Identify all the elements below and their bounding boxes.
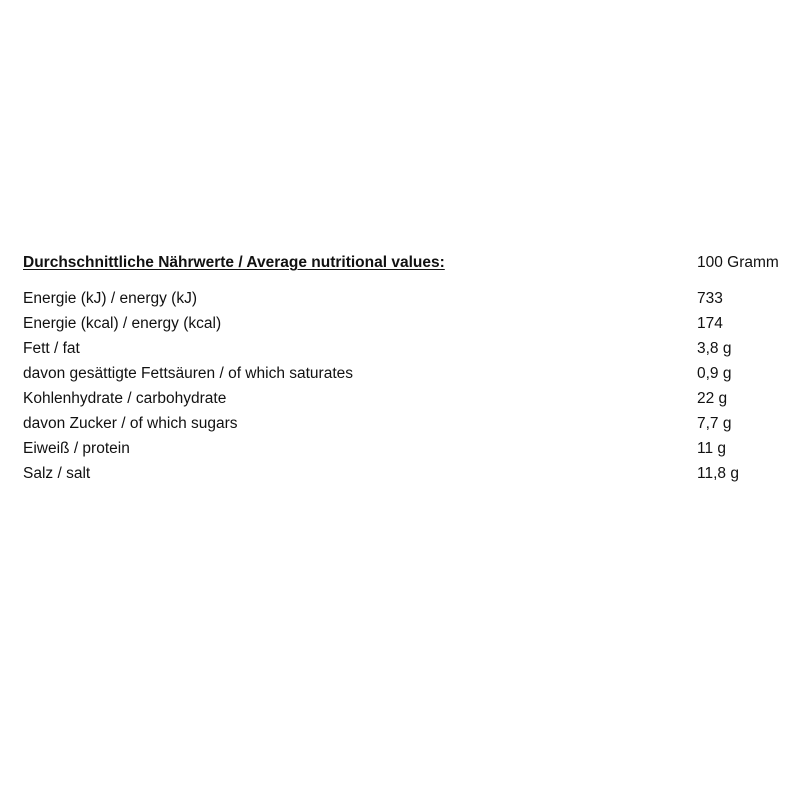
nutrient-value: 7,7 g	[697, 415, 732, 432]
nutrient-value: 11,8 g	[697, 465, 739, 482]
nutrient-label: Fett / fat	[23, 340, 80, 357]
nutrient-row-fat	[23, 340, 783, 365]
nutrient-label: Kohlenhydrate / carbohydrate	[23, 390, 227, 407]
nutrient-list	[23, 290, 783, 490]
nutrient-row-energy-kj	[23, 290, 783, 315]
nutrient-row-salt	[23, 465, 783, 490]
nutrient-value: 3,8 g	[697, 340, 732, 357]
nutrient-label: davon Zucker / of which sugars	[23, 415, 238, 432]
reference-amount: 100 Gramm	[697, 254, 779, 271]
nutrient-value: 174	[697, 315, 723, 332]
nutrient-label: Energie (kJ) / energy (kJ)	[23, 290, 197, 307]
nutrient-value: 733	[697, 290, 723, 307]
nutrient-row-energy-kcal	[23, 315, 783, 340]
nutrient-label: Eiweiß / protein	[23, 440, 130, 457]
nutrition-title: Durchschnittliche Nährwerte / Average nutritional values:	[23, 254, 445, 271]
nutrient-value: 11 g	[697, 440, 727, 457]
nutrient-row-saturates	[23, 365, 783, 390]
nutrient-row-sugars	[23, 415, 783, 440]
nutrient-label: davon gesättigte Fettsäuren / of which saturates	[23, 365, 353, 382]
nutrient-label: Salz / salt	[23, 465, 91, 482]
nutrition-table	[23, 254, 783, 490]
nutrition-header	[23, 254, 783, 276]
nutrient-value: 0,9 g	[697, 365, 732, 382]
nutrient-label: Energie (kcal) / energy (kcal)	[23, 315, 222, 332]
nutrient-value: 22 g	[697, 390, 728, 407]
nutrient-row-carbohydrate	[23, 390, 783, 415]
nutrient-row-protein	[23, 440, 783, 465]
